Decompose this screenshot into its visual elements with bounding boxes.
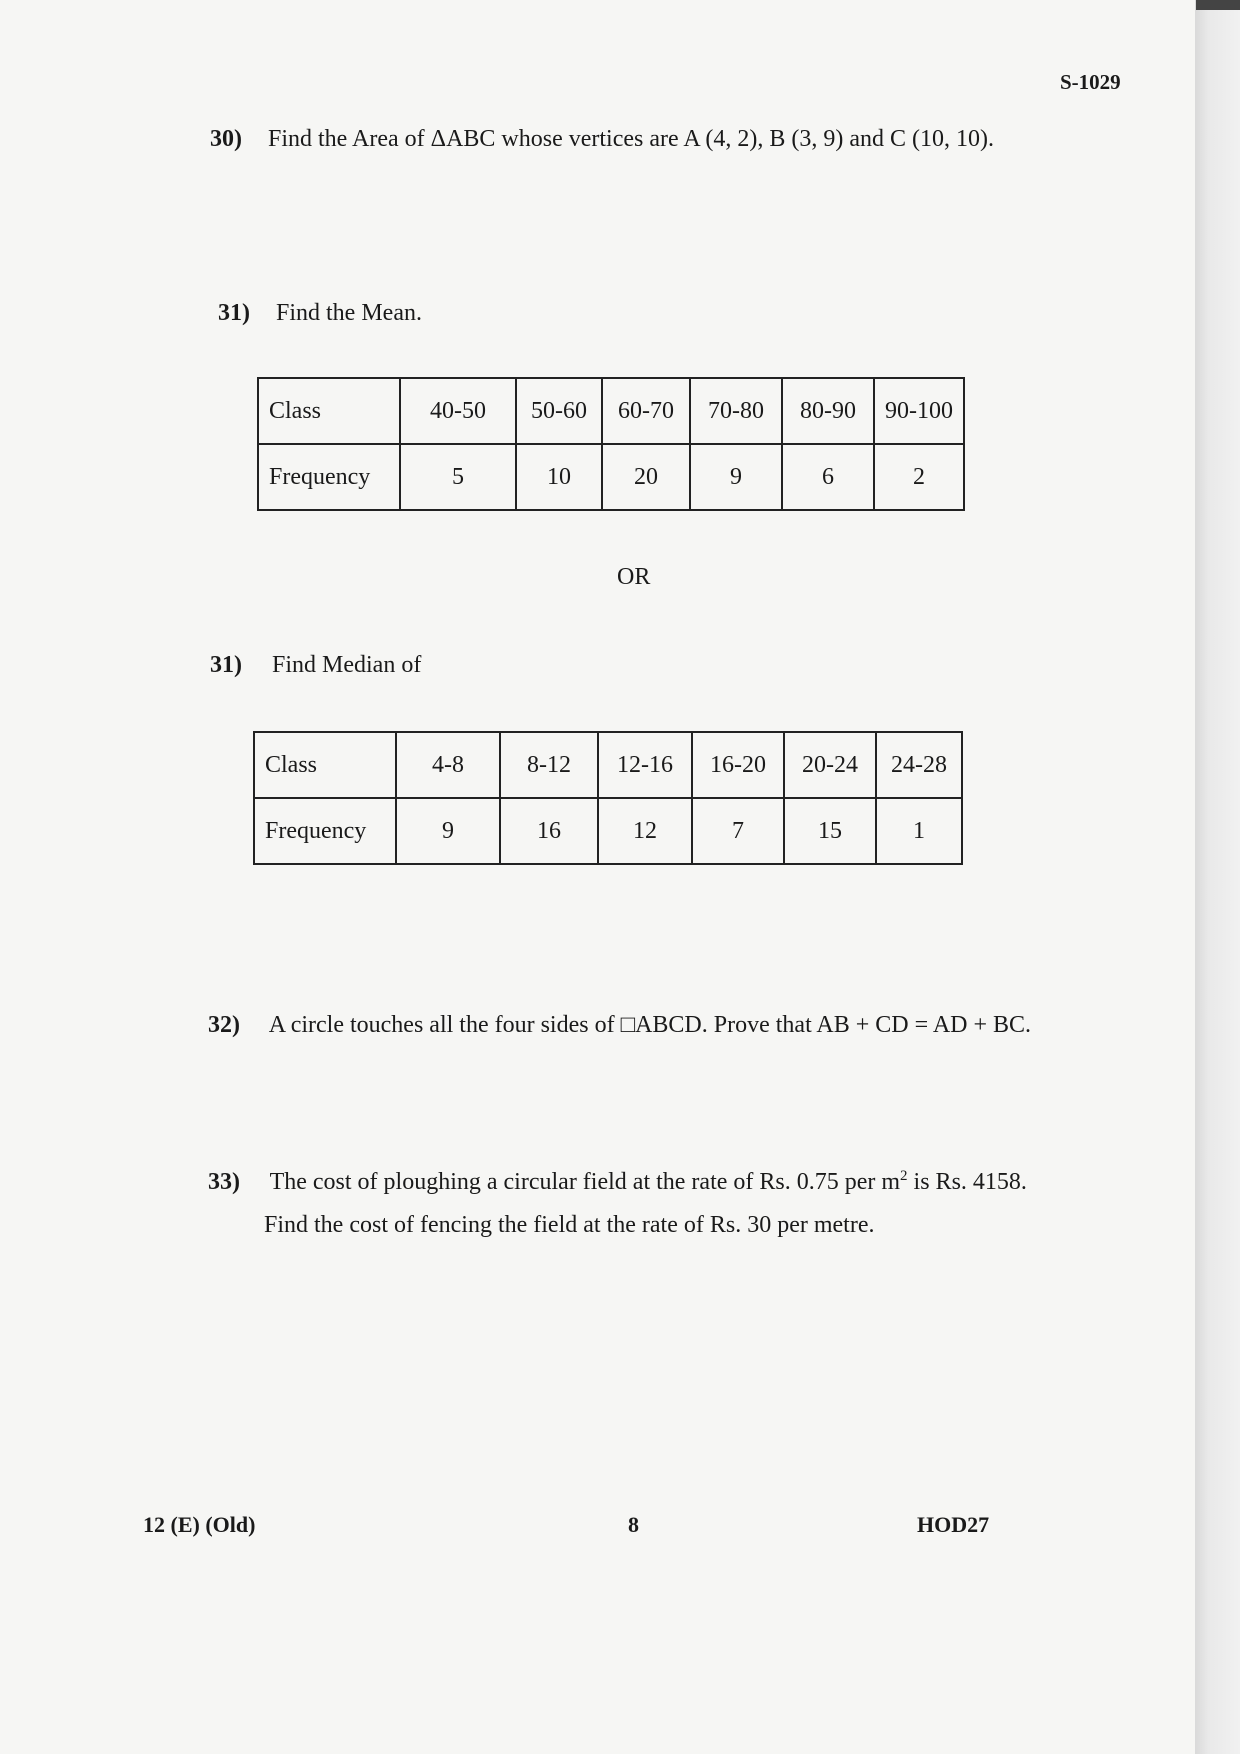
- row-label-frequency: Frequency: [254, 798, 396, 864]
- frequency-cell: 9: [396, 798, 500, 864]
- frequency-cell: 20: [602, 444, 690, 510]
- question-text-line-1: [270, 1169, 1027, 1195]
- median-frequency-table: [253, 731, 963, 865]
- class-cell: 80-90: [782, 378, 874, 444]
- class-cell: 90-100: [874, 378, 964, 444]
- table-row: [254, 798, 962, 864]
- or-separator: OR: [617, 564, 651, 590]
- class-cell: 12-16: [598, 732, 692, 798]
- question-31-median: [210, 652, 421, 679]
- question-text: [269, 1012, 1031, 1038]
- question-number: 30): [210, 126, 242, 152]
- superscript: 2: [900, 1168, 908, 1184]
- question-text: Find Median of: [272, 652, 422, 678]
- class-cell: 4-8: [396, 732, 500, 798]
- paper-code: S-1029: [1060, 70, 1121, 94]
- class-cell: 70-80: [690, 378, 782, 444]
- quadrilateral-symbol: □: [620, 1012, 636, 1038]
- frequency-cell: 2: [874, 444, 964, 510]
- table-row: [258, 444, 964, 510]
- question-text: Find the Mean.: [276, 300, 422, 326]
- question-text-part: ABCD. Prove that AB + CD = AD + BC.: [635, 1012, 1032, 1038]
- frequency-cell: 1: [876, 798, 962, 864]
- class-cell: 40-50: [400, 378, 516, 444]
- frequency-cell: 16: [500, 798, 598, 864]
- question-number: 31): [210, 652, 242, 678]
- class-cell: 24-28: [876, 732, 962, 798]
- frequency-cell: 15: [784, 798, 876, 864]
- frequency-cell: 12: [598, 798, 692, 864]
- question-33-line-2: Find the cost of fencing the field at the rate of Rs. 30 per metre.: [264, 1212, 875, 1238]
- footer-paper-code: HOD27: [917, 1512, 990, 1537]
- frequency-cell: 6: [782, 444, 874, 510]
- footer-subject-code: 12 (E) (Old): [143, 1512, 256, 1537]
- row-label-frequency: Frequency: [258, 444, 400, 510]
- question-number: 32): [208, 1012, 240, 1038]
- table-row: [254, 732, 962, 798]
- question-text-part: The cost of ploughing a circular field at the rate of Rs. 0.75 per m: [269, 1169, 901, 1195]
- frequency-cell: 10: [516, 444, 602, 510]
- question-number: 31): [218, 300, 250, 326]
- question-text-part: A circle touches all the four sides of: [268, 1012, 621, 1038]
- question-number: 33): [208, 1169, 240, 1195]
- class-cell: 60-70: [602, 378, 690, 444]
- class-cell: 50-60: [516, 378, 602, 444]
- scan-corner-mark: [1196, 0, 1240, 10]
- mean-frequency-table: [257, 377, 965, 511]
- page-number: 8: [628, 1512, 639, 1537]
- class-cell: 16-20: [692, 732, 784, 798]
- question-33: [208, 1168, 1027, 1196]
- table-row: [258, 378, 964, 444]
- question-32: [208, 1012, 1031, 1039]
- row-label-class: Class: [254, 732, 396, 798]
- frequency-cell: 9: [690, 444, 782, 510]
- scan-edge-shadow: [1195, 0, 1240, 1754]
- question-31-mean: [218, 300, 422, 327]
- class-cell: 8-12: [500, 732, 598, 798]
- question-text: Find the Area of ΔABC whose vertices are A (4, 2), B (3, 9) and C (10, 10).: [268, 126, 994, 152]
- question-text-part: is Rs. 4158.: [907, 1169, 1027, 1195]
- frequency-cell: 5: [400, 444, 516, 510]
- class-cell: 20-24: [784, 732, 876, 798]
- question-30: [210, 126, 994, 153]
- frequency-cell: 7: [692, 798, 784, 864]
- row-label-class: Class: [258, 378, 400, 444]
